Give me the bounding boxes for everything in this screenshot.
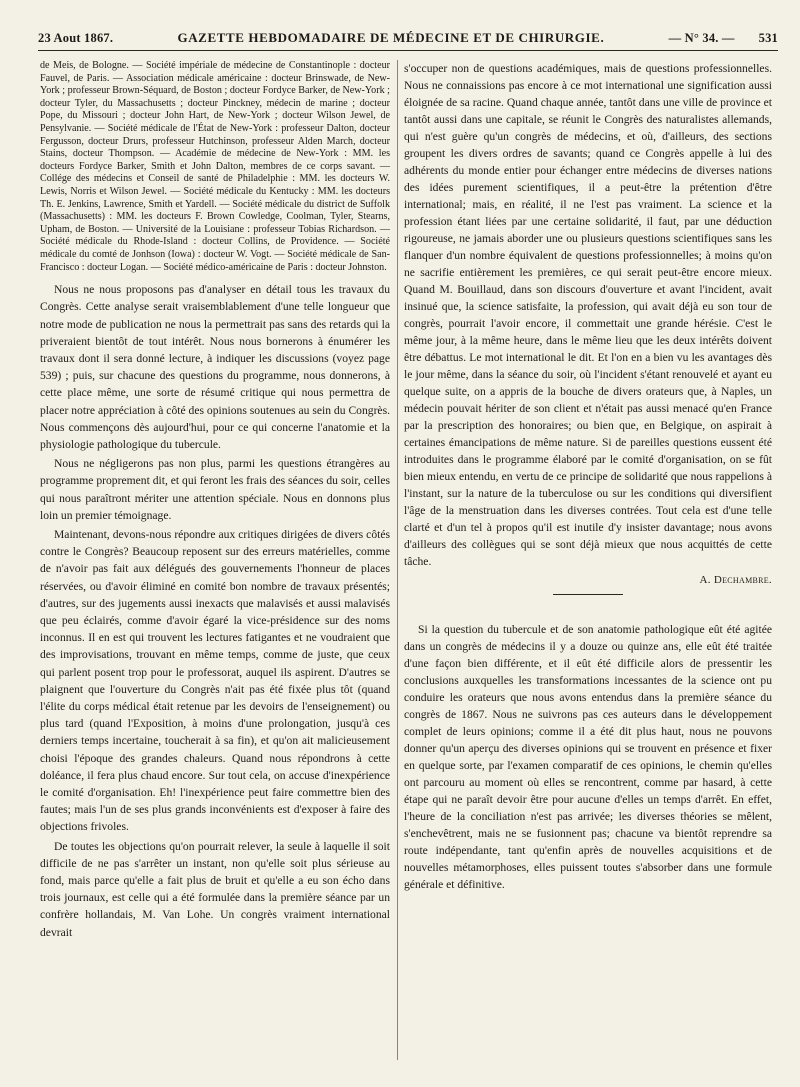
column-divider [397,60,398,1060]
societies-list-paragraph: de Meis, de Bologne. — Société impériale de médecine de Constantinople : docteur Fauvel, de Paris. — Association médicale américaine : docteur Brinswade, de New-York ; professeur Brown-Séquard, de Boston ; docteur Fordyce Barker, de New-York ; docteur Tyler, du Massachusetts ; docteur Pinckney, médecin de marine ; docteur Pope, du Missouri ; docteur John Hart, de New-York ; docteur Wilson Jewel, de Pensylvanie. — Société médicale de l'État de New-York : professeur Dalton, docteur Fergusson, docteur Drurs, professeur Hutchinson, professeur Alden March, docteur Stains, docteur Thompson. — Académie de médecine de New-York : MM. les docteurs Fordyce Barker, Smith et John Dalton, membres de ce corps savant. — Collége des médecins et Conseil de santé de Philadelphie : MM. les docteurs W. Lewis, Norris et Wilson Jewel. — Société médicale du Kentucky : MM. les docteurs Th. E. Jenkins, Lawrence, Smith et Yardell. — Société médicale du district de Suffolk (Massachusetts) : MM. les docteurs F. Brown Cowledge, Coolman, Tyler, Stearns, Upham, de Boston. — Université de la Louisiane : professeur Tobias Richardson. — Société médicale du Rhode-Island : docteur Collins, de Providence. — Société médicale du comté de Jonhson (Iowa) : docteur W. Vogt. — Société médicale de San-Francisco : docteur Logan. — Société médico-américaine de Paris : docteur Johnston. [40,60,390,273]
page-header [38,22,778,51]
header-date: 23 Aout 1867. [38,31,114,45]
body-paragraph: Maintenant, devons-nous répondre aux critiques dirigées de divers côtés contre le Congrès? Beaucoup reposent sur des erreurs matérielles, comme de n'avoir pas fait aux délégués des gouvernements l'honneur de places réservées, ou d'avoir éliminé en comité bon nombre de travaux présentés; d'autres, sur des jugements aussi inexacts que malavisés et aussi malavisés que peu éclairés, comme d'avoir égaré la vice-présidence sur des noms inconnus. Il en est qui trouvent les lectures fatigantes et ne voudraient que des improvisations, trouvant en même temps, comme de juste, que ceux qui parlent posent trop pour le professorat, auquel ils aspirent. D'autres se plaignent que l'ouverture du Congrès n'ait pas été fixée plus tôt (quand l'élite du corps médical était retenue par les devoirs de l'enseignement) ou plus tard (quand l'Exposition, à moins d'une prolongation, jusqu'à ces derniers temps incertaine, toucherait à sa fin), et qu'on ait malicieusement choisi l'époque des grandes chaleurs. Quand nous répondrons à cette doléance, il fera plus chaud encore. Sur tout cela, on accuse d'inexpérience le comité d'organisation. Eh! l'inexpérience peut faire commettre bien des fautes; mais l'un de ses plus grands inconvénients est d'exposer à faire des objections frivoles. [40,527,390,834]
body-paragraph: Nous ne négligerons pas non plus, parmi les questions étrangères au programme proprement dit, et qui feront les frais des séances du soir, celles qui nous paraîtront mériter une attention spéciale. Nous en donnons plus loin un premier témoignage. [40,457,390,522]
body-paragraph: Nous ne nous proposons pas d'analyser en détail tous les travaux du Congrès. Cette analyse serait vraisemblablement d'une telle longueur que notre mode de publication ne nous la permettrait pas sans des retards qui la priveraient bientôt de tout intérêt. Nous nous bornerons à énumérer les travaux dont il sera donné lecture, à indiquer les discussions (voyez page 539) ; puis, sur chacune des questions du programme, nous donnerons, à cette place même, une sorte de résumé critique qui nous permettra de placer notre appréciation à côté des opinions soutenues au sein du Congrès. Nous commençons dès aujourd'hui, pour ce qui concerne l'anatomie et la physiologie pathologique du tubercule. [40,283,390,451]
header-number-group [669,31,778,46]
left-column [40,60,390,943]
header-page-number: 531 [758,31,778,45]
tubercle-article [404,621,772,893]
header-journal-title: GAZETTE HEBDOMADAIRE DE MÉDECINE ET DE CHIRURGIE. [177,30,605,45]
body-paragraph: Si la question du tubercule et de son anatomie pathologique eût été agitée dans un congrès de médecins il y a douze ou quinze ans, elle eût été traitée d'une façon bien différente, et il eût été difficile alors de pressentir les conclusions auxquelles les transformations incessantes de la science ont pu conduire les orateurs que nous avons entendus dans la première séance du congrès de 1867. Nous ne suivrons pas ces auteurs dans le développement complet de leurs opinions; comme il a été dit plus haut, nous ne pouvons donner qu'un aperçu des diverses opinions qui se trouvent en présence et fixer en quelque sorte, par l'examen comparatif de ces opinions, le chemin qu'elles ont parcouru au moment où elles se rencontrent, comme par hasard, à cette étape qui ne paraît devoir être pour aucune d'elles un temps d'arrêt. En effet, l'heure de la conciliation n'est pas arrivée; les diverses théories se mêlent, s'enchevêtrent, mais ne se fusionnent pas; chacune va bientôt reprendre sa route indépendante, tant qu'enfin après de nouvelles acquisitions et de nouvelles métamorphoses, elles puissent toutes s'absorber dans une formule générale et définitive. [404,623,772,891]
header-issue-number: — N° 34. — [668,31,735,45]
right-column [404,60,772,893]
article-separator [553,594,623,595]
body-paragraph: De toutes les objections qu'on pourrait relever, la seule à laquelle il soit difficile de ne pas s'arrêter un instant, non qu'elle soit plus sérieuse au fond, mais parce qu'elle a fait plus de bruit et qu'elle a eu son écho dans trois journaux, est celle qui a été formulée dans la première séance par un confrère hollandais, M. Van Lohe. Un congrès vraiment international devrait [40,839,390,939]
continuation-paragraph: s'occuper non de questions académiques, mais de questions professionnelles. Nous ne connaissions pas encore à ce mot international une signification aussi éloignée de sa racine. Quand chaque année, tantôt dans une ville de province et tantôt aussi dans une capitale, se réunit le Congrès des naturalistes allemands, qui n'est guère qu'un congrès de médecins, et où, d'ailleurs, des sections groupent les divers ordres de savants; quand ce Congrès appelle à lui des adhérents du monde entier pour échanger entre médecins de diverses nations des idées purement scientifiques, il a peut-être la prétention d'être international; mais, en réalité, il ne l'est pas vraiment. La science et la profession étant liées par une certaine solidarité, il faut, par une déduction rigoureuse, ne jamais aborder une ou plusieurs questions scientifiques sans les flanquer d'un nombre équivalent de questions professionnelles; à moins qu'on ne sacrifie entièrement les premières, ce qui serait peut-être encore mieux. Quand M. Bouillaud, dans son discours d'ouverture et avant l'incident, avait insinué que, la science satisfaite, la profession, qui avait déjà eu son tour de congrès, pourrait l'avoir encore, il commettait une grande hérésie. C'est le même jour, à la même heure, dans le même lieu que les deux intérêts doivent être débattus. Le mot international le dit. Et l'on en a bien vu les avantages dès le jour même, dans la séance du soir, où l'incident s'étant renouvelé et ayant eu quelque suite, on a appris de la bouche de divers orateurs que, à Naples, un médecin pouvait hériter de son client et n'était pas aussi menacé qu'en France par la prescription des honoraires; ou bien que, en Belgique, on aspirait à certaines émancipations de même nature. Si de pareilles questions eussent été introduites dans le programme élaboré par le comité d'organisation, on se fût bien mieux entendu, en vertu de ce principe de solidarité que nous rappelions à l'instant, sur la nature de la tuberculose ou sur les conditions qui diversifient l'âge de la menstruation dans les diverses contrées. Tout cela est d'une telle clarté et d'un tel à propos qu'il est inutile d'y insister davantage; nous avons d'ailleurs des collègues qui se sont déjà mieux que nous acquittés de cette tâche. [404,62,772,568]
author-signature: A. Dechambre. [699,574,772,586]
